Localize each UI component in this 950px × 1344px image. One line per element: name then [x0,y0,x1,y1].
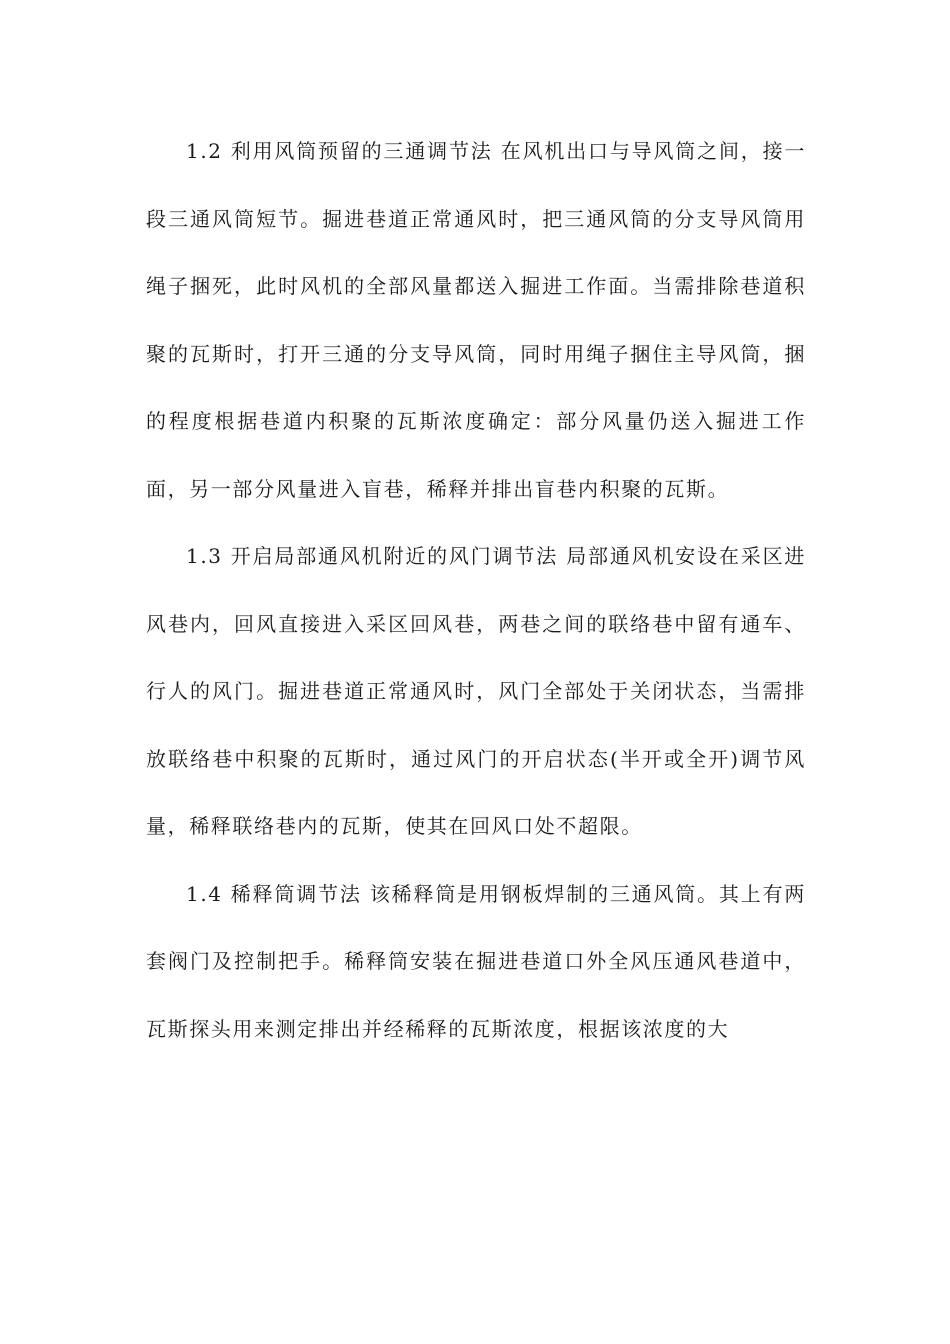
section-heading-1-4: 1.4 稀释筒调节法 [186,881,362,906]
section-heading-1-2: 1.2 利用风筒预留的三通调节法 [186,139,493,163]
paragraph-body-1-2: 在风机出口与导风筒之间，接一段三通风筒短节。掘进巷道正常通风时，把三通风筒的分支导风筒用绳子捆死，此时风机的全部风量都送入掘进工作面。当需排除巷道积聚的瓦斯时，打开三通的分支导风筒，同时用绳子捆住主导风筒，捆的程度根据巷道内积聚的瓦斯浓度确定：部分风量仍送入掘进工作面，另一部分风量进入盲巷，稀释并排出盲巷内积聚的瓦斯。 [146,139,806,501]
paragraph-1-3 [146,523,806,861]
paragraph-body-1-4: 该稀释筒是用钢板焊制的三通风筒。其上有两套阀门及控制把手。稀释筒安装在掘进巷道口外全风压通风巷道中，瓦斯探头用来测定排出并经稀释的瓦斯浓度，根据该浓度的大 [146,881,806,1041]
paragraph-1-2 [146,118,806,523]
section-heading-1-3: 1.3 开启局部通风机附近的风门调节法 [186,544,559,568]
paragraph-body-1-3: 局部通风机安设在采区进风巷内，回风直接进入采区回风巷，两巷之间的联络巷中留有通车、行人的风门。掘进巷道正常通风时，风门全部处于关闭状态，当需排放联络巷中积聚的瓦斯时，通过风门的开启状态(半开或全开)调节风量，稀释联络巷内的瓦斯，使其在回风口处不超限。 [146,544,806,838]
paragraph-1-4 [146,861,806,1064]
document-page [146,118,806,1063]
